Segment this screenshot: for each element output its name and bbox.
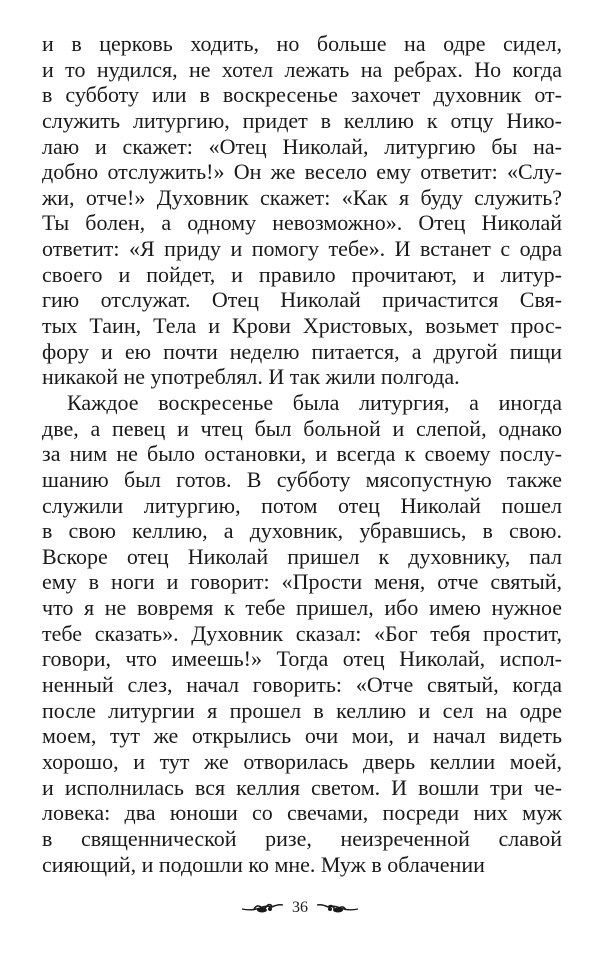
text-line: в свою келлию, а духовник, убравшись, в свою.: [42, 518, 562, 544]
text-line: в субботу или в воскресенье захочет духовник от-: [42, 82, 562, 108]
text-line: тых Таин, Тела и Крови Христовых, возьмет прос-: [42, 313, 562, 339]
text-line: фору и ею почти неделю питается, а другой пищи: [42, 338, 562, 364]
text-line: и то нудился, не хотел лежать на ребрах. Но когда: [42, 56, 562, 82]
text-line: сияющий, и подошли ко мне. Муж в облачении: [42, 851, 485, 877]
text-line: и исполнилась вся келлия светом. И вошли три че-: [42, 774, 562, 800]
paragraph: [42, 390, 562, 877]
page-number: 36: [292, 899, 308, 916]
text-line: и в церковь ходить, но больше на одре сидел,: [42, 31, 562, 56]
book-page-text: [42, 31, 562, 877]
text-line: своего и пойдет, и правило прочитают, и литур-: [42, 261, 562, 287]
text-line: гию отслужат. Отец Николай причастится Свя-: [42, 287, 562, 313]
text-line: ответит: «Я приду и помогу тебе». И встанет с одра: [42, 236, 562, 262]
left-ornament-icon: [240, 901, 284, 915]
text-line: ловека: два юноши со свечами, посреди них муж: [42, 800, 562, 826]
text-line: две, а певец и чтец был больной и слепой, однако: [42, 415, 562, 441]
text-line: в священнической ризе, неизреченной славой: [42, 825, 562, 851]
text-line: хорошо, и тут же отворилась дверь келлии моей,: [42, 748, 562, 774]
text-line: добно отслужить!» Он же весело ему ответит: «Слу-: [42, 159, 562, 185]
text-line: Каждое воскресенье была литургия, а иногда: [67, 389, 562, 415]
text-line: тебе сказать». Духовник сказал: «Бог тебя простит,: [42, 620, 562, 646]
text-line: жи, отче!» Духовник скажет: «Как я буду служить?: [42, 184, 562, 210]
right-ornament-icon: [316, 901, 360, 915]
text-line: служить литургию, придет в келлию к отцу Нико-: [42, 107, 562, 133]
text-line: ненный слез, начал говорить: «Отче святый, когда: [42, 672, 562, 698]
text-line: после литургии я прошел в келлию и сел на одре: [42, 697, 562, 723]
text-line: никакой не употреблял. И так жили полгода.: [42, 364, 460, 390]
text-line: лаю и скажет: «Отец Николай, литургию бы на-: [42, 133, 562, 159]
text-line: что я не вовремя к тебе пришел, ибо имею нужное: [42, 595, 562, 621]
page-footer: [0, 893, 600, 923]
text-line: говори, что имеешь!» Тогда отец Николай, испол-: [42, 646, 562, 672]
text-line: Ты болен, а одному невозможно». Отец Николай: [42, 210, 562, 236]
text-line: ему в ноги и говорит: «Прости меня, отче святый,: [42, 569, 562, 595]
text-line: Вскоре отец Николай пришел к духовнику, пал: [42, 543, 562, 569]
paragraph: [42, 31, 562, 390]
text-line: моем, тут же открылись очи мои, и начал видеть: [42, 723, 562, 749]
text-line: служили литургию, потом отец Николай пошел: [42, 492, 562, 518]
text-line: шанию был готов. В субботу мясопустную также: [42, 466, 562, 492]
text-line: за ним не было остановки, и всегда к своему послу-: [42, 441, 562, 467]
